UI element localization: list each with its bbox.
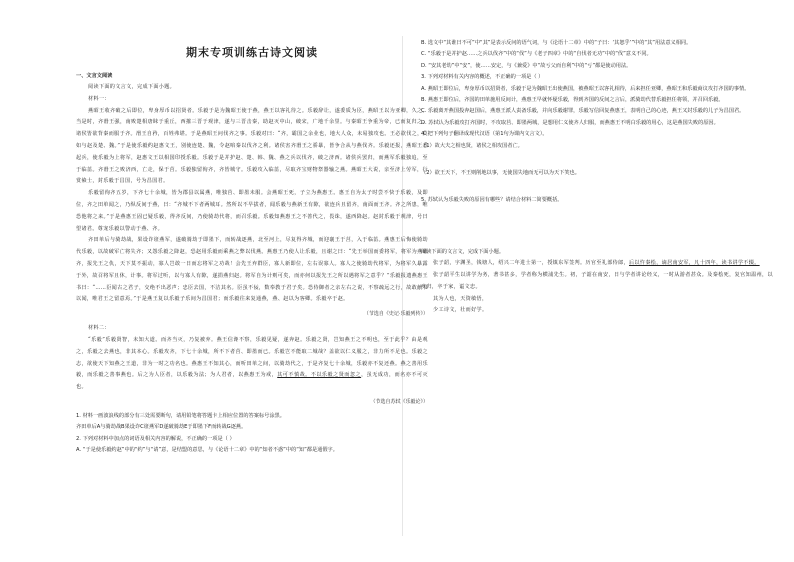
- material-two-label: 材料二：: [88, 325, 110, 332]
- question-2-option-b: B. 选文中“其谁曰不可”中“其”是表示反问的语气词，与《论语十二章》中的“子曰：‘其恕乎’”中的“其”用法意义相同。: [421, 40, 692, 46]
- question-1-sentence: 齐田单后A与骑劫战B果设诈C诳燕军D遂破骑劫E于即墨下F而转战G逐燕。: [76, 424, 247, 431]
- left-column: [76, 38, 428, 457]
- question-3-option-c: C. 乐毅离开燕国投奔赵国后，燕惠王派人责备乐毅，并向乐毅谢罪，乐毅写信回复燕惠王，表明自己的心迹，燕王又封乐毅的儿子为昌国君。: [421, 108, 745, 115]
- material-one-paragraph: 乐毅留徇齐五岁，下齐七十余城，皆为郡县以属燕，唯独莒、即墨未服。会燕昭王死，子立为燕惠王。惠王自为太子时尝不快于乐毅，及即位，齐之田单闻之，乃纵反间于燕，曰：“齐城不下者两城耳。然所以不早拔者，闻乐毅与燕新王有隙，欲连兵且留齐，南面而王齐。齐之所患，唯恐他将之来。”于是燕惠王固已疑乐毅，得齐反间，乃使骑劫代将，而召乐毅。乐毅知燕惠王之不善代之，畏诛，遂西降赵。赵封乐毅于观津，号曰望诸君。尊宠乐毅以警动于燕、齐。: [76, 190, 428, 232]
- question-1: 1. 材料一画波浪线的部分有三处需要断句，请用铅笔将答题卡上相应位置的答案标号涂黑。: [76, 412, 285, 419]
- material-two-source: （节选自苏轼《乐毅论》）: [370, 398, 428, 405]
- question-2-option-a: A. “于是使乐毅约赵”中的“约”与“请”意，是结盟的意思，与《论语十二章》中的“知者不惑”中的“知”都是通假字。: [76, 447, 338, 454]
- question-4: 4. 把下列句子翻译成现代汉语（第1句为课内文言文）。: [421, 131, 548, 138]
- answer-space: [421, 152, 773, 168]
- question-2: 2. 下列对材料中加点的词语及相关内容的解说，不正确的一项是（ ）: [76, 435, 235, 442]
- question-3: 3. 下列对材料有关内容的概述，不正确的一项是（ ）: [421, 74, 544, 81]
- question-4-item-1: （1）故大夫之相也贤，诸侯之相攻国者亡。: [421, 142, 523, 149]
- underlined-sentence: 其可不慎哉。不以乐毅之贤而忽之: [277, 372, 362, 379]
- material-one-paragraph: 齐田单后与骑劫战，果设诈诳燕军，遂破骑劫于即墨下，而转战逐燕，北至河上，尽复得齐城，而迎襄王于莒，入于临菑。燕惠王后悔使骑劫代乐毅，以故破军亡将失齐；又怨乐毅之降赵，恐赵用乐毅而乘燕之弊以伐燕。燕惠王乃使人让乐毅，且谢之曰：“先王举国而委将军，将军为燕破齐，报先王之仇，天下莫不振动，寡人岂敢一日而忘将军之功哉！会先王弃群臣，寡人新即位，左右误寡人。寡人之使骑劫代将军，为将军久暴露于外，故召将军且休，计事。将军过听，以与寡人有隙，遂捐燕归赵。将军自为计则可矣，而亦何以报先王之所以遇将军之意乎？”乐毅报遗燕惠王书曰：“……臣闻古之君子，交绝不出恶声；忠臣去国，不洁其名。臣虽不佞，数奉教于君子矣。恐侍御者之亲左右之说，不察疏远之行，故敢献书以闻，唯君王之留意焉。”于是燕王复以乐毅子乐间为昌国君；而乐毅往来复通燕，燕、赵以为客卿。乐毅卒于赵。: [76, 237, 428, 303]
- material-two-text: “乐毅”乐毅贤智，未知大道。而齐当灭，乃复被弃。燕王信谗不察，乐毅见疑，遂奔赵。乐毅之贤，岂知燕王之不明也，至于此乎？由是观之，乐毅之去燕也，非其本心。乐毅攻齐，下七十余城，所不下者莒、即墨而已。乐毅岂不能取二城哉？盖欲以仁义服之，非力所不足也。乐毅之志，欲使天下知燕之王道，非为一时之功名也。燕惠王不知其心，而听田单之间，以骑劫代之，于是齐复七十余城，乐毅亦不复还燕。: [76, 336, 428, 367]
- question-2-option-d: D. “安其老幼”中“安”，使……安定，与《兼爱》中“故亏父而自利”中的“亏”都是使动用法。: [421, 62, 632, 69]
- question-3-option-a: A. 燕昭王即位后，卑身厚币以招贤者，乐毅于是为魏昭王出使燕国，被燕昭王以客礼相待，后来担任亚卿，燕昭王和乐毅商议攻打齐国的事情。: [421, 85, 750, 92]
- passage-two-text: 张子韶，字渊圣，钱塘人，绍兴二年进士第一，授镇东军签判。历官至礼部侍郎，: [433, 260, 629, 267]
- question-3-option-d: D. 苏轼认为乐毅攻打齐国时，不攻取莒、即墨两城，是想用仁义使齐人归服，而燕惠王不明白乐毅的用心，这是燕国失败的原因。: [421, 119, 719, 126]
- material-one-paragraph: 燕昭王收齐破之后即位，卑身厚币以招贤者。乐毅于是为魏昭王使于燕，燕王以客礼待之。乐毅辞让，遂委质为臣，燕昭王以为亚卿，久之。当是时，齐湣王强，南败楚相唐眛于重丘，西摧三晋于观津，遂与三晋击秦，助赵灭中山，破宋，广地千余里。与秦昭王争重为帝，已而复归之。诸侯皆欲背秦而服于齐。湣王自矜，百姓弗堪。于是燕昭王问伐齐之事。乐毅对曰：“齐，霸国之余业也，地大人众，未易独攻也。王必欲伐之，莫如与赵及楚、魏。”于是使乐毅约赵惠文王，别使连楚、魏，令赵啗秦以伐齐之利。诸侯害齐湣王之骄暴，皆争合从与燕伐齐。乐毅还报，燕昭王悉起兵，使乐毅为上将军，赵惠文王以相国印授乐毅。乐毅于是并护赵、楚、韩、魏、燕之兵以伐齐，破之济西。诸侯兵罢归，而燕军乐毅独追，至于临菑。齐湣王之败济西，亡走，保于莒。乐毅独留徇齐，齐皆城守。乐毅攻入临菑，尽取齐宝财物祭器输之燕。燕昭王大说，亲至济上劳军，行赏飨士，封乐毅于昌国，号为昌国君。: [76, 107, 428, 185]
- passage-two-line: 少工诗文，壮而好学。: [433, 307, 488, 314]
- passage-two-paragraph: 张子韶平生以讲学为务，著书甚多，学者称为横浦先生。初，子韶在南安，日与学者讲论经义，一时从游者甚众。及秦桧死，复官知温州，以疾归，卒于家，谥文忠。: [421, 272, 773, 290]
- answer-space: [421, 207, 773, 247]
- material-two-tail: 燕之善用乐毅，而乐毅之善事燕也。后之为人臣者，以乐毅为法；为人君者，以燕惠王为戒，: [76, 360, 428, 379]
- material-two-paragraph: [76, 335, 428, 394]
- passage-two-line: 其为人也，天资敏悟，: [433, 295, 488, 302]
- underlined-sentence: 后以忤秦桧，谪居南安军，凡十四年，读书讲学不辍。: [628, 260, 760, 267]
- material-one-label: 材料一：: [88, 95, 110, 102]
- question-5: 5. 苏轼认为乐毅失败的原因有哪些？请结合材料二简要概括。: [421, 197, 563, 204]
- answer-space: [421, 179, 773, 195]
- right-column: [421, 38, 773, 317]
- reading-instruction-2: 阅读下面的文言文，完成下面小题。: [421, 248, 505, 255]
- section-heading: 一、文言文阅读: [76, 73, 113, 79]
- question-2-option-c: C. “乐毅于是并护赵……之兵以伐齐”中的“伐”与《老子四章》中的“自伐者无功”中的“伐”意义不同。: [421, 51, 652, 58]
- passage-two-paragraph: [421, 258, 773, 270]
- question-4-item-2: （2）欲王天下，不王则削地以事，无使国失地而无可以为天下笑也。: [421, 170, 580, 177]
- page-title: 期末专项训练古诗文阅读: [186, 46, 318, 59]
- material-two-end: ，虽无成功，而名亦不可灭也。: [76, 372, 428, 391]
- material-one-source: （节选自《史记·乐毅列传》）: [363, 311, 428, 318]
- question-3-option-b: B. 燕惠王即位后，齐国的田单施用反间计，燕惠王早就怀疑乐毅，得到齐国的反间之言后，派骑劫代替乐毅担任将领，并召回乐毅。: [421, 97, 724, 104]
- reading-instruction: 阅读下面的文言文，完成下面小题。: [88, 84, 176, 90]
